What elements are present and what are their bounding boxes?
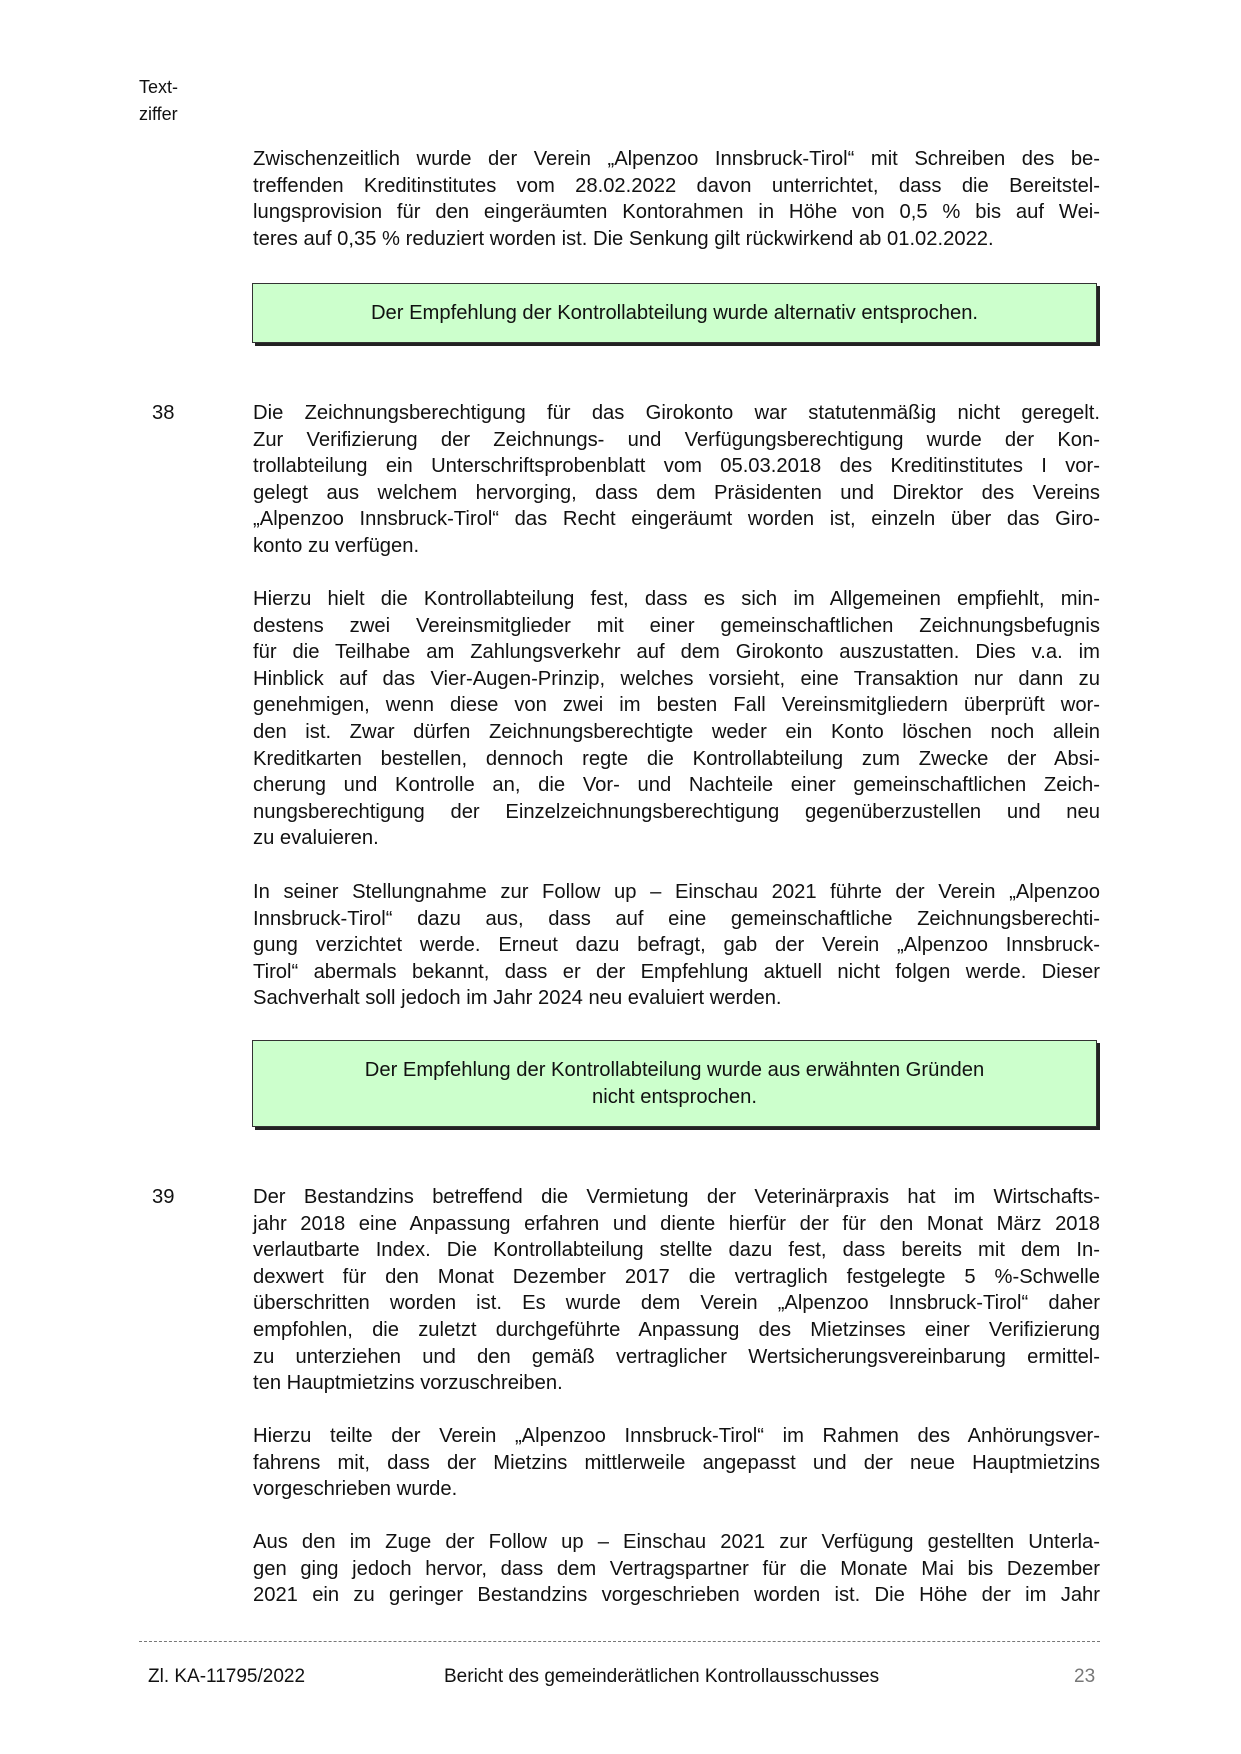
text-line: vorgeschrieben wurde. <box>253 1478 458 1501</box>
text-line: treffenden Kreditinstitutes vom 28.02.2022 davon unterrichtet, dass die Bereitstel- <box>253 174 1100 197</box>
section-39-paragraph-2 <box>253 1423 1100 1503</box>
recommendation-status-box <box>252 283 1097 343</box>
text-line: Hinblick auf das Vier-Augen-Prinzip, welches vorsieht, eine Transaktion nur dann zu <box>253 667 1100 690</box>
margin-label-line-2: ziffer <box>139 104 178 124</box>
text-line: konto zu verfügen. <box>253 534 420 557</box>
paragraph <box>253 1529 1100 1609</box>
recommendation-status-text: nicht entsprochen. <box>592 1085 757 1108</box>
text-line: zu evaluieren. <box>253 827 379 850</box>
section-38-paragraph-3 <box>253 879 1100 1012</box>
paragraph <box>253 146 1100 252</box>
text-line: Kreditkarten bestellen, dennoch regte die Kontrollabteilung zum Zwecke der Absi- <box>253 747 1100 770</box>
text-line: für die Teilhabe am Zahlungsverkehr auf dem Girokonto auszustatten. Dies v.a. im <box>253 641 1100 664</box>
text-line: Innsbruck-Tirol“ dazu aus, dass auf eine gemeinschaftliche Zeichnungsberechti- <box>253 907 1100 930</box>
paragraph <box>253 1184 1100 1397</box>
text-line: fahrens mit, dass der Mietzins mittlerweile angepasst und der neue Hauptmietzins <box>253 1451 1100 1474</box>
text-line: nungsberechtigung der Einzelzeichnungsberechtigung gegenüberzustellen und neu <box>253 800 1100 823</box>
paragraph <box>253 400 1100 560</box>
section-number: 39 <box>152 1186 175 1208</box>
text-line: empfohlen, die zuletzt durchgeführte Anpassung des Mietzinses einer Verifizierung <box>253 1318 1100 1341</box>
paragraph <box>253 879 1100 1012</box>
text-line: Tirol“ abermals bekannt, dass er der Empfehlung aktuell nicht folgen werde. Dieser <box>253 960 1100 983</box>
text-line: Zur Verifizierung der Zeichnungs- und Verfügungsberechtigung wurde der Kon- <box>253 428 1100 451</box>
text-line: gung verzichtet werde. Erneut dazu befragt, gab der Verein „Alpenzoo Innsbruck- <box>253 934 1100 957</box>
intro-paragraph <box>253 146 1100 252</box>
text-line: destens zwei Vereinsmitglieder mit einer gemeinschaftlichen Zeichnungsbefugnis <box>253 614 1100 637</box>
text-line: Sachverhalt soll jedoch im Jahr 2024 neu evaluiert werden. <box>253 987 782 1010</box>
text-line: jahr 2018 eine Anpassung erfahren und diente hierfür der für den Monat März 2018 <box>253 1212 1100 1235</box>
text-line: ten Hauptmietzins vorzuschreiben. <box>253 1372 563 1395</box>
text-line: gen ging jedoch hervor, dass dem Vertragspartner für die Monate Mai bis Dezember <box>253 1557 1100 1580</box>
footer-divider <box>139 1641 1100 1642</box>
text-line: teres auf 0,35 % reduziert worden ist. Die Senkung gilt rückwirkend ab 01.02.2022. <box>253 227 994 250</box>
text-line: den ist. Zwar dürfen Zeichnungsberechtigte weder ein Konto löschen noch allein <box>253 720 1100 743</box>
text-line: 2021 ein zu geringer Bestandzins vorgeschrieben worden ist. Die Höhe der im Jahr <box>253 1584 1100 1607</box>
section-39-paragraph-3 <box>253 1529 1100 1609</box>
footer-reference: Zl. KA-11795/2022 <box>148 1666 306 1687</box>
text-line: zu unterziehen und den gemäß vertraglicher Wertsicherungsvereinbarung ermittel- <box>253 1345 1100 1368</box>
page-number: 23 <box>1074 1666 1096 1687</box>
text-line: trollabteilung ein Unterschriftsprobenblatt vom 05.03.2018 des Kreditinstitutes I vor- <box>253 455 1100 478</box>
text-line: Der Bestandzins betreffend die Vermietung der Veterinärpraxis hat im Wirtschafts- <box>253 1186 1100 1208</box>
text-line: Hierzu teilte der Verein „Alpenzoo Innsbruck-Tirol“ im Rahmen des Anhörungsver- <box>253 1425 1100 1447</box>
text-line: überschritten worden ist. Es wurde dem Verein „Alpenzoo Innsbruck-Tirol“ daher <box>253 1292 1100 1315</box>
section-number: 38 <box>152 402 175 424</box>
text-line: verlautbarte Index. Die Kontrollabteilung stellte dazu fest, dass bereits mit dem In- <box>253 1239 1100 1262</box>
recommendation-status-box <box>252 1040 1097 1127</box>
text-line: lungsprovision für den eingeräumten Kontorahmen in Höhe von 0,5 % bis auf Wei- <box>253 201 1100 224</box>
recommendation-status-text: Der Empfehlung der Kontrollabteilung wurde alternativ entsprochen. <box>370 301 979 324</box>
text-line: Hierzu hielt die Kontrollabteilung fest, dass es sich im Allgemeinen empfiehlt, min- <box>253 588 1100 610</box>
text-line: Die Zeichnungsberechtigung für das Girokonto war statutenmäßig nicht geregelt. <box>253 402 1100 424</box>
margin-label <box>139 74 178 128</box>
text-line: gelegt aus welchem hervorging, dass dem Präsidenten und Direktor des Vereins <box>253 481 1100 504</box>
text-line: In seiner Stellungnahme zur Follow up – Einschau 2021 führte der Verein „Alpenzoo <box>253 881 1100 903</box>
text-line: cherung und Kontrolle an, die Vor- und Nachteile einer gemeinschaftlichen Zeich- <box>253 774 1100 797</box>
text-line: „Alpenzoo Innsbruck-Tirol“ das Recht eingeräumt worden ist, einzeln über das Giro- <box>253 508 1100 531</box>
text-line: genehmigen, wenn diese von zwei im besten Fall Vereinsmitgliedern überprüft wor- <box>253 694 1100 717</box>
section-38-paragraph-2 <box>253 586 1100 852</box>
text-line: Aus den im Zuge der Follow up – Einschau 2021 zur Verfügung gestellten Unterla- <box>253 1531 1100 1553</box>
margin-label-line-1: Text- <box>139 77 179 97</box>
text-line: dexwert für den Monat Dezember 2017 die vertraglich festgelegte 5 %-Schwelle <box>253 1265 1100 1288</box>
paragraph <box>253 586 1100 852</box>
section-38 <box>253 400 1100 560</box>
paragraph <box>253 1423 1100 1503</box>
text-line: Zwischenzeitlich wurde der Verein „Alpenzoo Innsbruck-Tirol“ mit Schreiben des be- <box>253 148 1100 170</box>
recommendation-status-text: Der Empfehlung der Kontrollabteilung wurde aus erwähnten Gründen <box>364 1058 985 1081</box>
section-39 <box>253 1184 1100 1397</box>
footer-title: Bericht des gemeinderätlichen Kontrollausschusses <box>444 1666 880 1687</box>
